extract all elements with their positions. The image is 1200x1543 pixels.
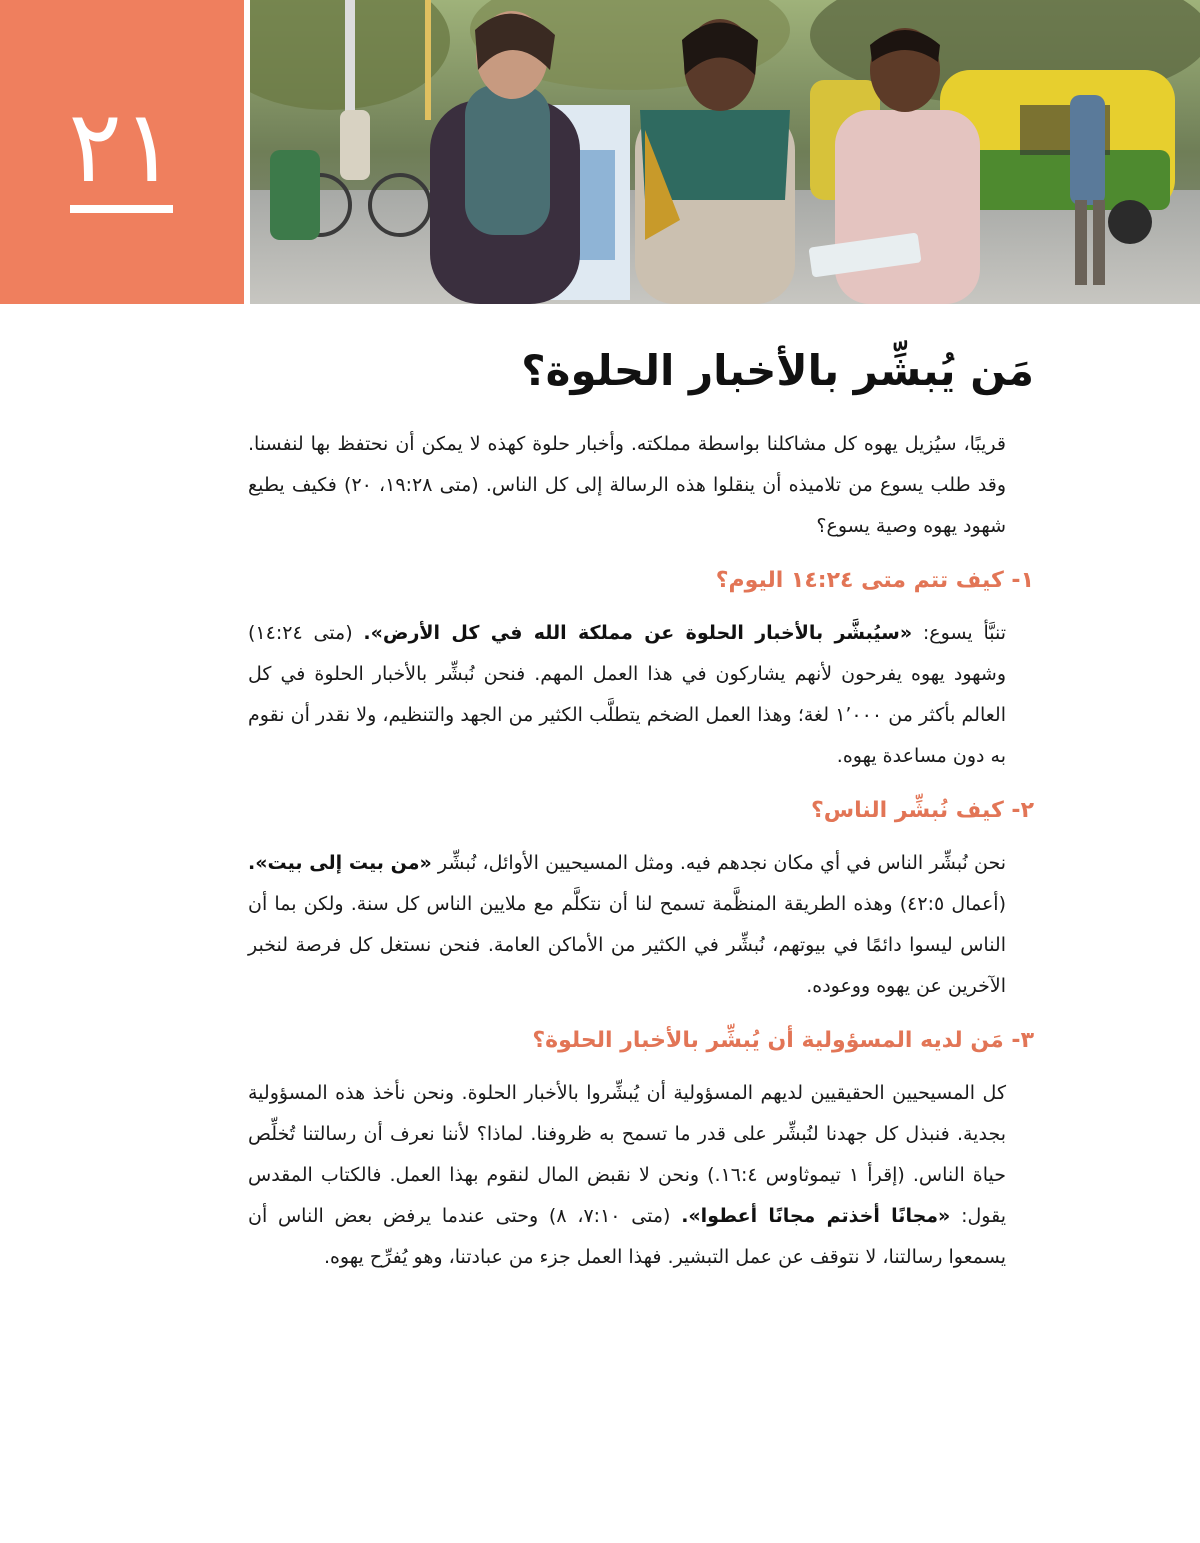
section-3-paragraph <box>248 1073 1034 1278</box>
section-1-paragraph <box>248 613 1034 777</box>
text-run: نحن نُبشِّر الناس في أي مكان نجدهم فيه. ومثل المسيحيين الأوائل، نُبشِّر <box>431 852 1006 874</box>
bold-quote: «من بيت إلى بيت». <box>248 852 432 874</box>
bold-quote: «سيُبشَّر بالأخبار الحلوة عن مملكة الله في كل الأرض». <box>363 622 913 644</box>
intro-paragraph: قريبًا، سيُزيل يهوه كل مشاكلنا بواسطة مملكته. وأخبار حلوة كهذه لا يمكن أن نحتفظ بها لنفسنا. وقد طلب يسوع من تلاميذه أن ينقلوا هذه الرسالة إلى كل الناس. (متى ٢٨:‏١٩، ٢٠) فكيف يطيع شهود يهوه وصية يسوع؟ <box>248 433 1007 537</box>
section-2-paragraph <box>248 843 1034 1007</box>
text-run: كل المسيحيين الحقيقيين لديهم المسؤولية أن يُبشِّروا بالأخبار الحلوة. ونحن نأخذ هذه المسؤولية بجدية. فنبذل كل جهدنا لنُبشِّر على قدر ما تسمح به ظروفنا. لماذا؟ لأننا نعرف أن رسالتنا تُخلِّص حياة الناس. (إقرأ ١ تيموثاوس ٤:‏١٦.) ونحن لا نقبض المال لنقوم بهذا العمل. فالكتاب المقدس يقول: <box>248 1082 1006 1227</box>
bold-quote: «مجانًا أخذتم مجانًا أعطوا». <box>681 1205 951 1227</box>
chapter-underline <box>70 205 173 213</box>
article <box>248 330 1034 1278</box>
chapter-number-box <box>0 0 244 304</box>
text-run: (متى ١٠:‏٧، ٨) وحتى عندما يرفض بعض الناس أن يسمعوا رسالتنا، لا نتوقف عن عمل التبشير. فهذا العمل جزء من عبادتنا، وهو يُفرِّح يهوه. <box>248 1205 1006 1268</box>
chapter-number: ٢١ <box>68 88 176 205</box>
text-run: تنبَّأ يسوع: <box>912 622 1007 644</box>
section-1-heading: ١- كيف تتم متى ٢٤:‏١٤ اليوم؟ <box>715 568 1034 593</box>
section-2-heading: ٢- كيف نُبشِّر الناس؟ <box>811 798 1034 823</box>
page-title: مَن يُبشِّر بالأخبار الحلوة؟ <box>521 346 1034 395</box>
text-run: (أعمال ٥:‏٤٢) وهذه الطريقة المنظَّمة تسمح لنا أن نتكلَّم مع ملايين الناس كل سنة. ولكن بما أن الناس ليسوا دائمًا في بيوتهم، نُبشِّر في الكثير من الأماكن العامة. فنحن نستغل كل فرصة لنخبر الآخرين عن يهوه ووعوده. <box>248 893 1006 997</box>
section-3-heading: ٣- مَن لديه المسؤولية أن يُبشِّر بالأخبار الحلوة؟ <box>532 1028 1034 1053</box>
text-run: (متى ٢٤:‏١٤) وشهود يهوه يفرحون لأنهم يشاركون في هذا العمل المهم. فنحن نُبشِّر بالأخبار الحلوة في كل العالم بأكثر من ١٬٠٠٠ لغة؛ وهذا العمل الضخم يتطلَّب الكثير من الجهد والتنظيم، ولا نقدر أن نقوم به دون مساعدة يهوه. <box>248 622 1006 767</box>
street-ministry-photo <box>250 0 1200 304</box>
